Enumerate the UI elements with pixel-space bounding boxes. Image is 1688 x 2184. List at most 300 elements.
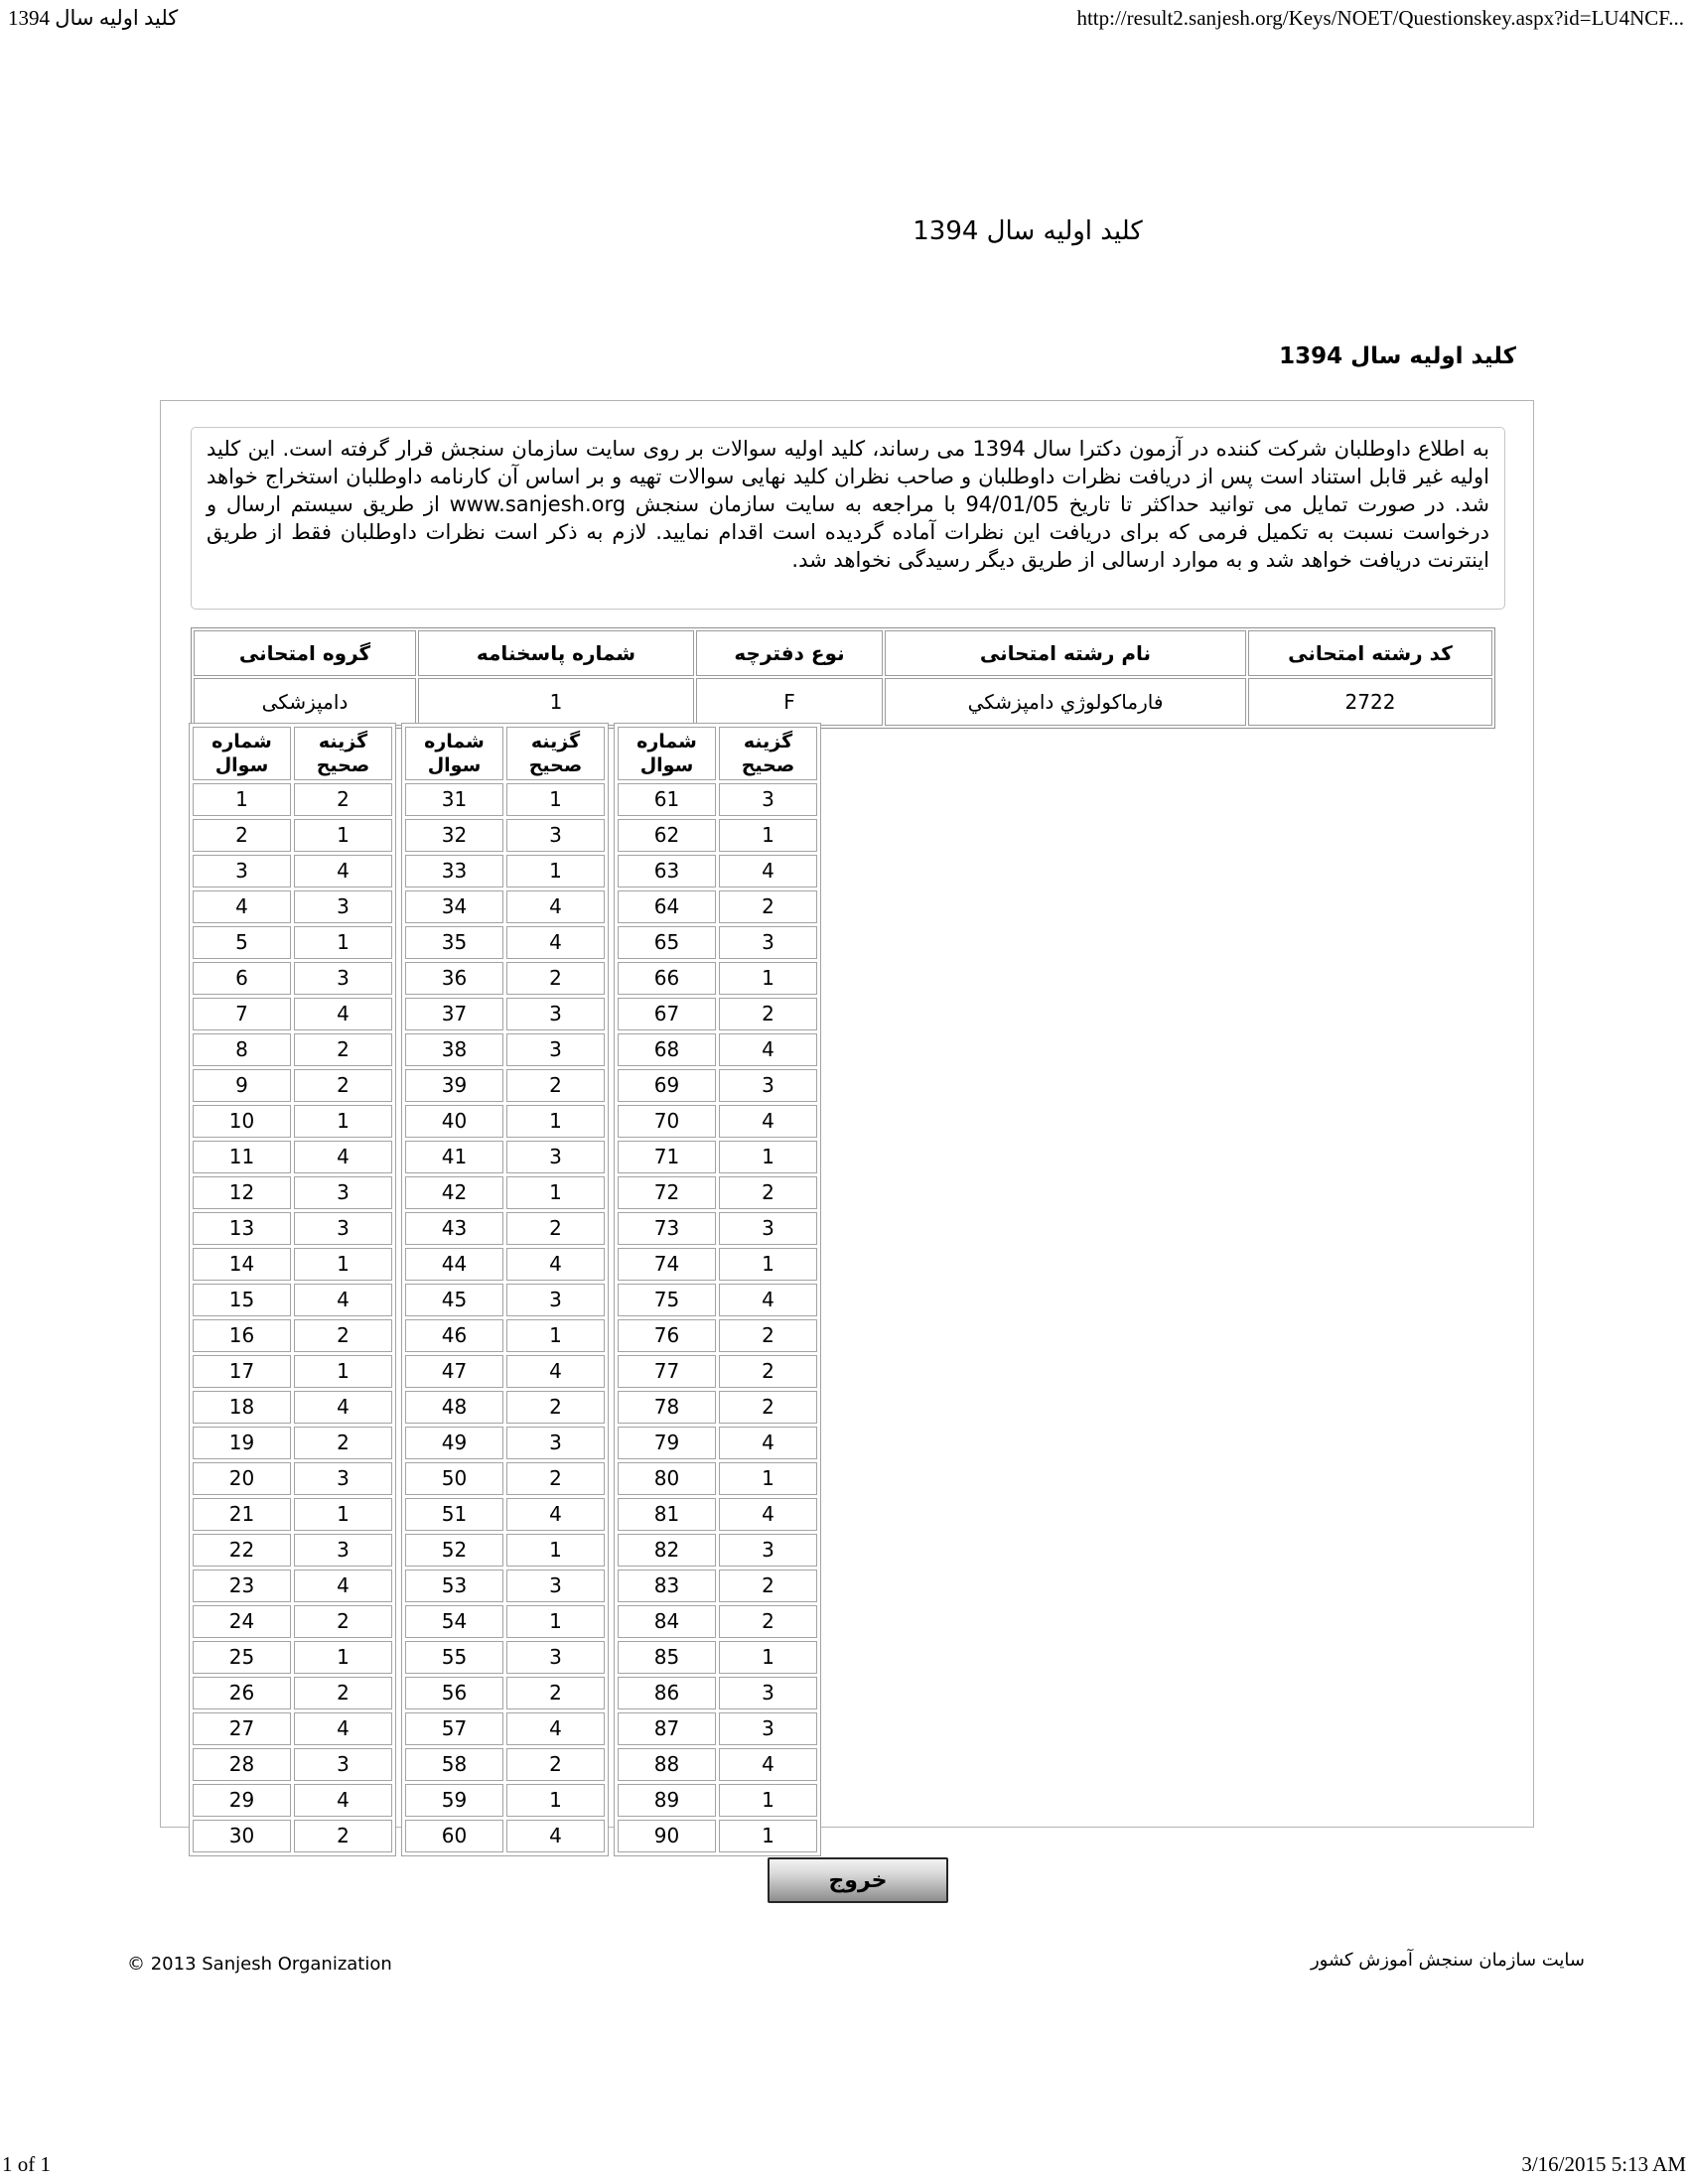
question-number-cell: 88 xyxy=(618,1748,716,1781)
table-row xyxy=(405,1212,605,1245)
footer-site-name: سایت سازمان سنجش آموزش کشور xyxy=(1310,1950,1585,1971)
question-number-cell: 15 xyxy=(193,1284,291,1316)
table-row xyxy=(193,783,392,816)
correct-option-cell: 3 xyxy=(294,1748,392,1781)
header-exam-code: کد رشته امتحانی xyxy=(1248,630,1492,676)
correct-option-cell: 3 xyxy=(506,819,605,852)
table-row xyxy=(618,1534,817,1567)
table-row xyxy=(193,1141,392,1173)
table-row xyxy=(618,962,817,995)
question-number-cell: 39 xyxy=(405,1069,503,1102)
correct-option-cell: 3 xyxy=(506,998,605,1030)
question-number-cell: 46 xyxy=(405,1319,503,1352)
correct-option-cell: 3 xyxy=(506,1641,605,1674)
question-number-cell: 5 xyxy=(193,926,291,959)
correct-option-cell: 1 xyxy=(294,1105,392,1138)
table-row xyxy=(405,1105,605,1138)
question-number-cell: 62 xyxy=(618,819,716,852)
table-row xyxy=(193,1641,392,1674)
question-number-cell: 61 xyxy=(618,783,716,816)
header-exam-field-name: نام رشته امتحانی xyxy=(885,630,1246,676)
correct-option-cell: 3 xyxy=(719,1069,817,1102)
print-footer-page-info: 1 of 1 xyxy=(2,2152,51,2176)
table-row xyxy=(405,1712,605,1745)
table-row xyxy=(405,1391,605,1424)
question-number-cell: 73 xyxy=(618,1212,716,1245)
table-row xyxy=(618,1677,817,1709)
correct-option-cell: 1 xyxy=(719,1641,817,1674)
correct-option-cell: 4 xyxy=(719,1284,817,1316)
table-row xyxy=(193,1605,392,1638)
answer-key-table-1 xyxy=(189,723,396,1856)
correct-option-cell: 2 xyxy=(719,1319,817,1352)
table-row xyxy=(618,1284,817,1316)
table-row xyxy=(193,1498,392,1531)
correct-option-cell: 3 xyxy=(719,926,817,959)
table-row xyxy=(193,1462,392,1495)
question-number-cell: 83 xyxy=(618,1570,716,1602)
correct-option-cell: 3 xyxy=(719,1212,817,1245)
correct-option-cell: 2 xyxy=(294,1605,392,1638)
table-row xyxy=(193,1105,392,1138)
correct-option-cell: 2 xyxy=(294,1427,392,1459)
table-row xyxy=(193,1069,392,1102)
question-number-cell: 79 xyxy=(618,1427,716,1459)
correct-option-cell: 4 xyxy=(294,1570,392,1602)
correct-option-cell: 3 xyxy=(294,962,392,995)
correct-option-cell: 4 xyxy=(719,1427,817,1459)
correct-option-cell: 4 xyxy=(506,1820,605,1852)
question-number-cell: 18 xyxy=(193,1391,291,1424)
table-row xyxy=(193,819,392,852)
correct-option-cell: 3 xyxy=(294,890,392,923)
correct-option-cell: 2 xyxy=(719,1570,817,1602)
print-header-url: http://result2.sanjesh.org/Keys/NOET/Questionskey.aspx?id=LU4NCF... xyxy=(1076,6,1684,30)
correct-option-cell: 4 xyxy=(294,1141,392,1173)
question-number-cell: 30 xyxy=(193,1820,291,1852)
correct-option-cell: 2 xyxy=(506,1069,605,1102)
exam-info-header-row xyxy=(194,630,1492,676)
table-row xyxy=(193,1784,392,1817)
correct-option-cell: 4 xyxy=(294,855,392,887)
question-number-cell: 51 xyxy=(405,1498,503,1531)
correct-option-cell: 1 xyxy=(506,783,605,816)
correct-option-cell: 4 xyxy=(294,1284,392,1316)
question-number-cell: 20 xyxy=(193,1462,291,1495)
table-row xyxy=(618,783,817,816)
table-row xyxy=(193,1534,392,1567)
correct-option-cell: 1 xyxy=(294,1248,392,1281)
table-row xyxy=(405,1248,605,1281)
question-number-cell: 22 xyxy=(193,1534,291,1567)
answer-key-header-row xyxy=(193,727,392,780)
question-number-cell: 56 xyxy=(405,1677,503,1709)
notice-box xyxy=(191,427,1505,610)
correct-option-cell: 3 xyxy=(506,1284,605,1316)
correct-option-cell: 3 xyxy=(506,1570,605,1602)
table-row xyxy=(618,1605,817,1638)
table-row xyxy=(618,1462,817,1495)
table-row xyxy=(618,1141,817,1173)
table-row xyxy=(618,1212,817,1245)
question-number-cell: 77 xyxy=(618,1355,716,1388)
correct-option-cell: 2 xyxy=(294,1069,392,1102)
correct-option-cell: 1 xyxy=(294,1498,392,1531)
correct-option-cell: 1 xyxy=(719,1141,817,1173)
table-row xyxy=(618,855,817,887)
table-row xyxy=(618,1498,817,1531)
table-row xyxy=(405,1677,605,1709)
question-number-cell: 65 xyxy=(618,926,716,959)
table-row xyxy=(193,926,392,959)
correct-option-cell: 2 xyxy=(506,1748,605,1781)
question-number-cell: 40 xyxy=(405,1105,503,1138)
question-number-cell: 69 xyxy=(618,1069,716,1102)
table-row xyxy=(405,819,605,852)
correct-option-cell: 4 xyxy=(294,1712,392,1745)
question-number-cell: 74 xyxy=(618,1248,716,1281)
question-number-cell: 53 xyxy=(405,1570,503,1602)
table-row xyxy=(405,1284,605,1316)
question-number-cell: 75 xyxy=(618,1284,716,1316)
header-correct-option: گزینه صحیح xyxy=(719,727,817,780)
question-number-cell: 71 xyxy=(618,1141,716,1173)
correct-option-cell: 3 xyxy=(719,1677,817,1709)
table-row xyxy=(405,998,605,1030)
table-row xyxy=(405,1820,605,1852)
question-number-cell: 78 xyxy=(618,1391,716,1424)
table-row xyxy=(618,1427,817,1459)
table-row xyxy=(405,890,605,923)
table-row xyxy=(405,1319,605,1352)
header-correct-option: گزینه صحیح xyxy=(506,727,605,780)
question-number-cell: 27 xyxy=(193,1712,291,1745)
question-number-cell: 1 xyxy=(193,783,291,816)
correct-option-cell: 1 xyxy=(506,1105,605,1138)
table-row xyxy=(618,1748,817,1781)
correct-option-cell: 2 xyxy=(294,1319,392,1352)
correct-option-cell: 4 xyxy=(506,926,605,959)
question-number-cell: 7 xyxy=(193,998,291,1030)
correct-option-cell: 2 xyxy=(506,962,605,995)
correct-option-cell: 1 xyxy=(294,1355,392,1388)
question-number-cell: 80 xyxy=(618,1462,716,1495)
table-row xyxy=(405,926,605,959)
answer-key-table-3 xyxy=(614,723,821,1856)
table-row xyxy=(618,1712,817,1745)
table-row xyxy=(193,1212,392,1245)
table-row xyxy=(193,1570,392,1602)
correct-option-cell: 1 xyxy=(506,855,605,887)
question-number-cell: 11 xyxy=(193,1141,291,1173)
value-exam-field-name: فارماكولوژي دامپزشكي xyxy=(885,678,1246,726)
question-number-cell: 43 xyxy=(405,1212,503,1245)
value-exam-code: 2722 xyxy=(1248,678,1492,726)
correct-option-cell: 2 xyxy=(719,1355,817,1388)
question-number-cell: 21 xyxy=(193,1498,291,1531)
question-number-cell: 82 xyxy=(618,1534,716,1567)
question-number-cell: 17 xyxy=(193,1355,291,1388)
table-row xyxy=(405,962,605,995)
correct-option-cell: 3 xyxy=(719,1534,817,1567)
question-number-cell: 13 xyxy=(193,1212,291,1245)
correct-option-cell: 2 xyxy=(294,1033,392,1066)
question-number-cell: 47 xyxy=(405,1355,503,1388)
header-exam-group: گروه امتحانی xyxy=(194,630,416,676)
correct-option-cell: 1 xyxy=(719,819,817,852)
correct-option-cell: 4 xyxy=(294,1391,392,1424)
question-number-cell: 70 xyxy=(618,1105,716,1138)
question-number-cell: 25 xyxy=(193,1641,291,1674)
question-number-cell: 54 xyxy=(405,1605,503,1638)
correct-option-cell: 3 xyxy=(294,1176,392,1209)
correct-option-cell: 1 xyxy=(294,926,392,959)
table-row xyxy=(405,1427,605,1459)
question-number-cell: 8 xyxy=(193,1033,291,1066)
question-number-cell: 38 xyxy=(405,1033,503,1066)
correct-option-cell: 1 xyxy=(294,1641,392,1674)
question-number-cell: 76 xyxy=(618,1319,716,1352)
table-row xyxy=(618,1176,817,1209)
table-row xyxy=(405,1498,605,1531)
correct-option-cell: 1 xyxy=(506,1176,605,1209)
correct-option-cell: 1 xyxy=(506,1534,605,1567)
correct-option-cell: 3 xyxy=(294,1212,392,1245)
question-number-cell: 81 xyxy=(618,1498,716,1531)
table-row xyxy=(193,1248,392,1281)
question-number-cell: 64 xyxy=(618,890,716,923)
table-row xyxy=(618,819,817,852)
table-row xyxy=(405,1534,605,1567)
table-row xyxy=(405,1176,605,1209)
question-number-cell: 34 xyxy=(405,890,503,923)
correct-option-cell: 1 xyxy=(506,1605,605,1638)
question-number-cell: 89 xyxy=(618,1784,716,1817)
question-number-cell: 32 xyxy=(405,819,503,852)
correct-option-cell: 2 xyxy=(719,890,817,923)
question-number-cell: 31 xyxy=(405,783,503,816)
correct-option-cell: 2 xyxy=(719,1176,817,1209)
table-row xyxy=(618,1355,817,1388)
correct-option-cell: 1 xyxy=(294,819,392,852)
header-question-number: شماره سوال xyxy=(618,727,716,780)
question-number-cell: 67 xyxy=(618,998,716,1030)
question-number-cell: 29 xyxy=(193,1784,291,1817)
header-question-number: شماره سوال xyxy=(405,727,503,780)
table-row xyxy=(618,926,817,959)
correct-option-cell: 4 xyxy=(719,1033,817,1066)
table-row xyxy=(405,1784,605,1817)
table-row xyxy=(193,1391,392,1424)
table-row xyxy=(405,1355,605,1388)
question-number-cell: 60 xyxy=(405,1820,503,1852)
value-answersheet-no: 1 xyxy=(418,678,694,726)
table-row xyxy=(618,1784,817,1817)
correct-option-cell: 3 xyxy=(506,1141,605,1173)
table-row xyxy=(618,1820,817,1852)
question-number-cell: 90 xyxy=(618,1820,716,1852)
print-header-document-title: کلید اولیه سال 1394 xyxy=(8,6,179,30)
table-row xyxy=(193,1033,392,1066)
question-number-cell: 41 xyxy=(405,1141,503,1173)
question-number-cell: 4 xyxy=(193,890,291,923)
question-number-cell: 28 xyxy=(193,1748,291,1781)
question-number-cell: 3 xyxy=(193,855,291,887)
table-row xyxy=(618,1248,817,1281)
question-number-cell: 55 xyxy=(405,1641,503,1674)
table-row xyxy=(405,1069,605,1102)
print-footer-timestamp: 3/16/2015 5:13 AM xyxy=(1521,2152,1686,2176)
question-number-cell: 24 xyxy=(193,1605,291,1638)
table-row xyxy=(618,1319,817,1352)
question-number-cell: 50 xyxy=(405,1462,503,1495)
answer-key-header-row xyxy=(405,727,605,780)
correct-option-cell: 2 xyxy=(506,1391,605,1424)
header-answersheet-no: شماره پاسخنامه xyxy=(418,630,694,676)
correct-option-cell: 2 xyxy=(294,1677,392,1709)
table-row xyxy=(193,1319,392,1352)
correct-option-cell: 2 xyxy=(719,1605,817,1638)
correct-option-cell: 2 xyxy=(719,1391,817,1424)
correct-option-cell: 4 xyxy=(506,1712,605,1745)
correct-option-cell: 3 xyxy=(719,1712,817,1745)
table-row xyxy=(618,1069,817,1102)
table-row xyxy=(193,1427,392,1459)
correct-option-cell: 4 xyxy=(506,1248,605,1281)
question-number-cell: 45 xyxy=(405,1284,503,1316)
question-number-cell: 26 xyxy=(193,1677,291,1709)
table-row xyxy=(193,1820,392,1852)
question-number-cell: 6 xyxy=(193,962,291,995)
correct-option-cell: 4 xyxy=(719,1748,817,1781)
question-number-cell: 44 xyxy=(405,1248,503,1281)
question-number-cell: 52 xyxy=(405,1534,503,1567)
question-number-cell: 63 xyxy=(618,855,716,887)
table-row xyxy=(405,1748,605,1781)
table-row xyxy=(618,1570,817,1602)
correct-option-cell: 3 xyxy=(294,1534,392,1567)
table-row xyxy=(405,1605,605,1638)
question-number-cell: 72 xyxy=(618,1176,716,1209)
table-row xyxy=(405,1141,605,1173)
header-booklet-type: نوع دفترچه xyxy=(696,630,883,676)
value-exam-group: دامپزشکی xyxy=(194,678,416,726)
correct-option-cell: 4 xyxy=(294,1784,392,1817)
exam-info-table xyxy=(191,627,1495,729)
question-number-cell: 49 xyxy=(405,1427,503,1459)
table-row xyxy=(405,1570,605,1602)
table-row xyxy=(618,1105,817,1138)
correct-option-cell: 3 xyxy=(506,1033,605,1066)
table-row xyxy=(618,1641,817,1674)
header-correct-option: گزینه صحیح xyxy=(294,727,392,780)
question-number-cell: 87 xyxy=(618,1712,716,1745)
table-row xyxy=(193,1677,392,1709)
question-number-cell: 84 xyxy=(618,1605,716,1638)
question-number-cell: 86 xyxy=(618,1677,716,1709)
correct-option-cell: 1 xyxy=(719,962,817,995)
question-number-cell: 23 xyxy=(193,1570,291,1602)
table-row xyxy=(193,1176,392,1209)
question-number-cell: 10 xyxy=(193,1105,291,1138)
exam-info-value-row xyxy=(194,678,1492,726)
correct-option-cell: 2 xyxy=(719,998,817,1030)
question-number-cell: 58 xyxy=(405,1748,503,1781)
question-number-cell: 42 xyxy=(405,1176,503,1209)
correct-option-cell: 1 xyxy=(719,1462,817,1495)
correct-option-cell: 1 xyxy=(506,1319,605,1352)
table-row xyxy=(405,855,605,887)
table-row xyxy=(193,962,392,995)
correct-option-cell: 4 xyxy=(506,1498,605,1531)
correct-option-cell: 1 xyxy=(506,1784,605,1817)
footer-copyright: © 2013 Sanjesh Organization xyxy=(127,1954,392,1975)
table-row xyxy=(193,998,392,1030)
correct-option-cell: 1 xyxy=(719,1784,817,1817)
value-booklet-type: F xyxy=(696,678,883,726)
correct-option-cell: 4 xyxy=(506,890,605,923)
header-question-number: شماره سوال xyxy=(193,727,291,780)
question-number-cell: 59 xyxy=(405,1784,503,1817)
correct-option-cell: 4 xyxy=(719,1105,817,1138)
question-number-cell: 35 xyxy=(405,926,503,959)
table-row xyxy=(618,1033,817,1066)
correct-option-cell: 2 xyxy=(506,1462,605,1495)
correct-option-cell: 2 xyxy=(506,1212,605,1245)
correct-option-cell: 4 xyxy=(294,998,392,1030)
question-number-cell: 9 xyxy=(193,1069,291,1102)
question-number-cell: 66 xyxy=(618,962,716,995)
section-title: کلید اولیه سال 1394 xyxy=(1279,343,1516,369)
notice-text: به اطلاع داوطلبان شرکت کننده در آزمون دکترا سال 1394 می رساند، کلید اولیه سوالات بر روی سایت سازمان سنجش قرار گرفته است. این کلید اولیه غیر قابل استناد است پس از دریافت نظرات داوطلبان و صاحب نظران کلید نهایی سوالات تهیه و بر اساس آن کارنامه داوطلبان استخراج خواهد شد. در صورت تمایل می توانید حداکثر تا تاریخ 94/01/05 با مراجعه به سایت سازمان سنجش www.sanjesh.org از طریق سیستم ارسال و درخواست نسبت به تکمیل فرمی که برای دریافت این نظرات آماده گردیده است اقدام نمایید. لازم به ذکر است نظرات داوطلبان فقط از طریق اینترنت دریافت خواهد شد و به موارد ارسالی از طریق دیگر رسیدگی نخواهد شد. xyxy=(207,437,1490,572)
exit-button[interactable]: خروج xyxy=(768,1857,948,1903)
question-number-cell: 48 xyxy=(405,1391,503,1424)
correct-option-cell: 3 xyxy=(506,1427,605,1459)
table-row xyxy=(618,1391,817,1424)
table-row xyxy=(405,1462,605,1495)
correct-option-cell: 4 xyxy=(506,1355,605,1388)
table-row xyxy=(193,1712,392,1745)
answer-key-table-2 xyxy=(401,723,609,1856)
correct-option-cell: 2 xyxy=(294,783,392,816)
table-row xyxy=(405,783,605,816)
table-row xyxy=(193,1284,392,1316)
table-row xyxy=(193,1748,392,1781)
correct-option-cell: 1 xyxy=(719,1820,817,1852)
correct-option-cell: 2 xyxy=(294,1820,392,1852)
question-number-cell: 16 xyxy=(193,1319,291,1352)
table-row xyxy=(618,890,817,923)
question-number-cell: 12 xyxy=(193,1176,291,1209)
table-row xyxy=(405,1033,605,1066)
question-number-cell: 85 xyxy=(618,1641,716,1674)
table-row xyxy=(193,890,392,923)
table-row xyxy=(193,855,392,887)
question-number-cell: 36 xyxy=(405,962,503,995)
question-number-cell: 19 xyxy=(193,1427,291,1459)
table-row xyxy=(618,998,817,1030)
correct-option-cell: 2 xyxy=(506,1677,605,1709)
answer-key-header-row xyxy=(618,727,817,780)
correct-option-cell: 1 xyxy=(719,1248,817,1281)
correct-option-cell: 3 xyxy=(719,783,817,816)
question-number-cell: 33 xyxy=(405,855,503,887)
table-row xyxy=(193,1355,392,1388)
question-number-cell: 68 xyxy=(618,1033,716,1066)
question-number-cell: 57 xyxy=(405,1712,503,1745)
table-row xyxy=(405,1641,605,1674)
question-number-cell: 2 xyxy=(193,819,291,852)
